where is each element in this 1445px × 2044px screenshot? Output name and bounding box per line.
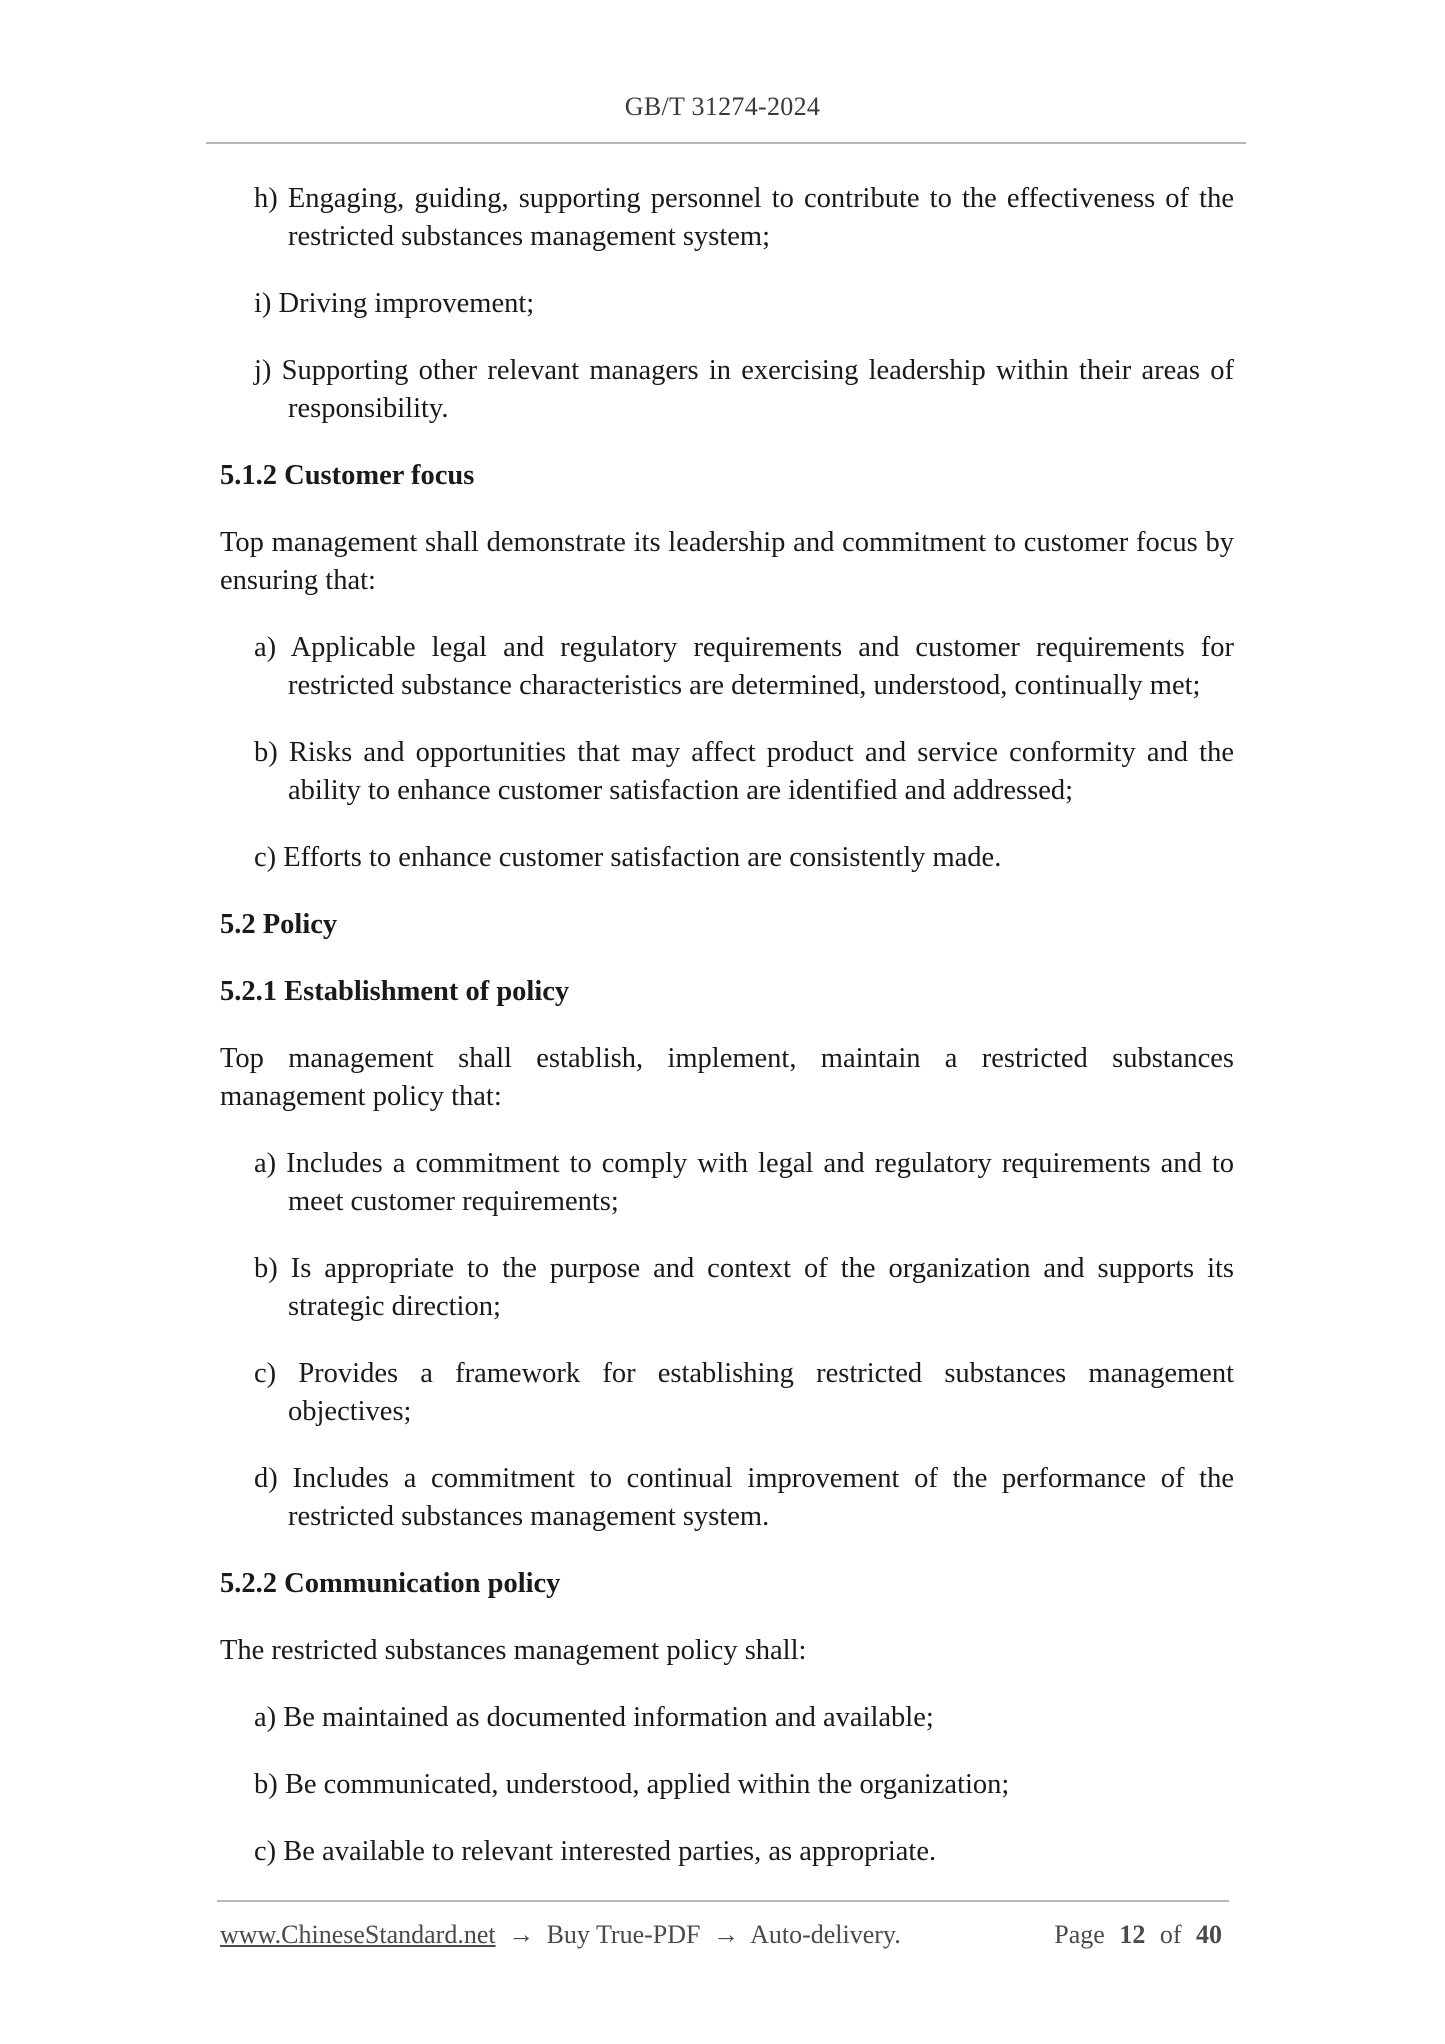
footer-promo xyxy=(220,1920,901,1950)
communication-item-b: b) Be communicated, understood, applied within the organization; xyxy=(254,1769,1010,1800)
arrow-right-icon: → xyxy=(508,1920,535,1949)
section-heading-establishment: 5.2.1 Establishment of policy xyxy=(220,976,570,1007)
communication-intro: The restricted substances management policy shall: xyxy=(220,1635,807,1666)
establishment-item-b: b) Is appropriate to the purpose and context of the organization and supports its strategic direction; xyxy=(254,1253,1234,1322)
arrow-right-icon: → xyxy=(713,1920,739,1949)
customer-focus-item-c: c) Efforts to enhance customer satisfaction are consistently made. xyxy=(254,842,1002,873)
page-label: Page xyxy=(1054,1920,1105,1949)
page-current: 12 xyxy=(1119,1920,1146,1949)
establishment-item-d: d) Includes a commitment to continual improvement of the performance of the restricted substances management system. xyxy=(254,1463,1234,1532)
page-header xyxy=(0,92,1445,122)
section-heading-communication: 5.2.2 Communication policy xyxy=(220,1568,561,1599)
buy-pdf-text: Buy True-PDF xyxy=(546,1920,701,1949)
document-body xyxy=(220,180,1234,1900)
page-footer xyxy=(220,1920,1230,1950)
communication-item-a: a) Be maintained as documented information and available; xyxy=(254,1702,934,1733)
customer-focus-item-a: a) Applicable legal and regulatory requirements and customer requirements for restricted substance characteristics are determined, understood, continually met; xyxy=(254,632,1234,701)
customer-focus-item-b: b) Risks and opportunities that may affect product and service conformity and the ability to enhance customer satisfaction are identified and addressed; xyxy=(254,737,1234,806)
header-divider xyxy=(206,142,1246,144)
page-number xyxy=(1054,1920,1230,1950)
page-total: 40 xyxy=(1196,1920,1222,1949)
section-heading-policy: 5.2 Policy xyxy=(220,909,338,940)
list-item-j: j) Supporting other relevant managers in exercising leadership within their areas of responsibility. xyxy=(254,355,1234,424)
section-heading-customer-focus: 5.1.2 Customer focus xyxy=(220,460,475,491)
website-link[interactable]: www.ChineseStandard.net xyxy=(220,1920,496,1949)
establishment-intro: Top management shall establish, implement, maintain a restricted substances management policy that: xyxy=(220,1043,1234,1112)
document-id: GB/T 31274-2024 xyxy=(624,92,821,121)
auto-delivery-text: Auto-delivery. xyxy=(750,1920,901,1949)
communication-item-c: c) Be available to relevant interested parties, as appropriate. xyxy=(254,1836,937,1867)
customer-focus-intro: Top management shall demonstrate its leadership and commitment to customer focus by ensuring that: xyxy=(220,527,1234,596)
establishment-item-a: a) Includes a commitment to comply with legal and regulatory requirements and to meet customer requirements; xyxy=(254,1148,1234,1217)
footer-divider xyxy=(217,1900,1229,1902)
establishment-item-c: c) Provides a framework for establishing restricted substances management objectives; xyxy=(254,1358,1234,1427)
list-item-i: i) Driving improvement; xyxy=(254,288,535,319)
list-item-h: h) Engaging, guiding, supporting personnel to contribute to the effectiveness of the restricted substances management system; xyxy=(254,183,1234,252)
page-of-label: of xyxy=(1159,1920,1182,1949)
